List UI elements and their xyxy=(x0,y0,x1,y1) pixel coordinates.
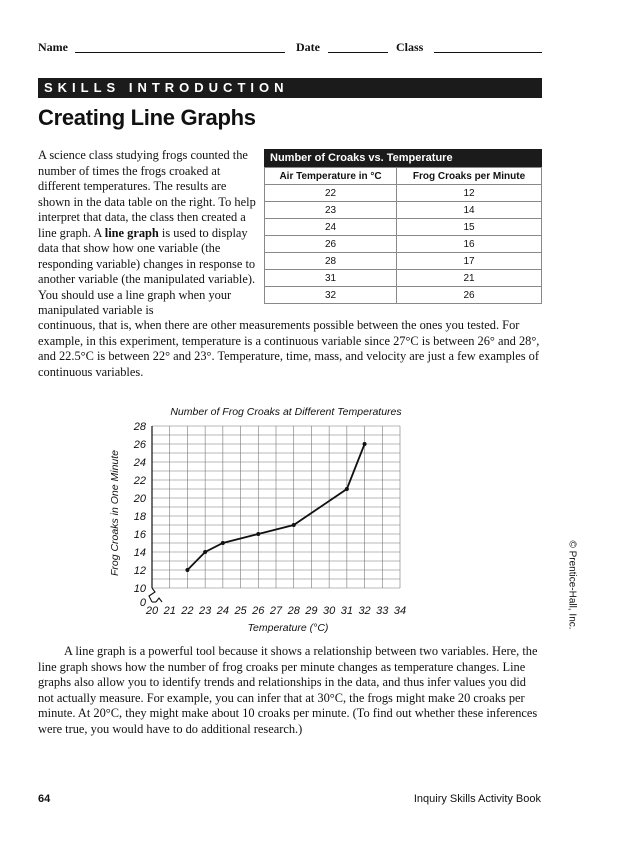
y-tick-label: 24 xyxy=(133,457,146,469)
x-tick-label: 22 xyxy=(181,605,194,617)
table-cell: 32 xyxy=(265,287,397,304)
data-point xyxy=(221,541,225,545)
data-table xyxy=(264,149,542,304)
intro-paragraph xyxy=(38,148,256,319)
y-axis-label: Frog Croaks in One Minute xyxy=(109,449,121,577)
y-tick-label: 14 xyxy=(133,547,146,559)
x-axis-label: Temperature (°C) xyxy=(247,622,329,634)
date-label: Date xyxy=(296,40,320,54)
name-line[interactable] xyxy=(75,52,285,53)
table-cell: 14 xyxy=(397,202,542,219)
data-point xyxy=(185,568,189,572)
x-tick-label: 26 xyxy=(252,605,265,617)
table-row xyxy=(265,185,542,202)
line-chart xyxy=(100,400,440,640)
table-cell: 23 xyxy=(265,202,397,219)
y-tick-label: 0 xyxy=(139,597,146,609)
table-row xyxy=(265,202,542,219)
y-tick-label: 26 xyxy=(133,439,146,451)
x-tick-label: 20 xyxy=(145,605,159,617)
x-axis-break xyxy=(156,598,162,602)
table-cell: 26 xyxy=(265,236,397,253)
y-tick-label: 18 xyxy=(133,511,146,523)
date-line[interactable] xyxy=(328,52,388,53)
x-tick-label: 30 xyxy=(323,605,336,617)
data-point xyxy=(203,550,207,554)
page-number: 64 xyxy=(38,793,51,805)
y-tick-label: 28 xyxy=(133,421,146,433)
table-cell: 15 xyxy=(397,219,542,236)
x-tick-label: 32 xyxy=(358,605,371,617)
table-cell: 28 xyxy=(265,253,397,270)
table-cell: 22 xyxy=(265,185,397,202)
intro-text-1: A science class studying frogs counted the number of times the frogs croaked at different temperatures. The results are shown in the data table on the right. To help interpret that data, the class then created a line graph. A xyxy=(38,148,256,240)
x-tick-label: 28 xyxy=(287,605,300,617)
name-label: Name xyxy=(38,40,68,54)
intro-paragraph-continued: continuous, that is, when there are other measurements possible between the ones you tested. For example, in this experiment, temperature is a continuous variable since 27°C is between 26° and 28°, and 22.5°C is between 22° and 23°. Temperature, time, mass, and velocity are just a few examples of continuous variables. xyxy=(38,318,540,379)
table-row xyxy=(265,219,542,236)
chart-title: Number of Frog Croaks at Different Temperatures xyxy=(170,406,402,418)
table-cell: 17 xyxy=(397,253,542,270)
table-row xyxy=(265,287,542,304)
chart-svg xyxy=(100,400,440,640)
x-tick-label: 25 xyxy=(234,605,247,617)
intro-bold-term: line graph xyxy=(104,225,159,240)
page-title: Creating Line Graphs xyxy=(38,105,256,130)
table-row xyxy=(265,253,542,270)
table-header-temperature: Air Temperature in °C xyxy=(265,168,397,185)
x-tick-label: 33 xyxy=(376,605,389,617)
x-tick-label: 29 xyxy=(305,605,318,617)
table-cell: 31 xyxy=(265,270,397,287)
data-point xyxy=(345,487,349,491)
y-tick-label: 16 xyxy=(133,529,146,541)
class-line[interactable] xyxy=(434,52,542,53)
x-tick-label: 21 xyxy=(163,605,176,617)
data-point xyxy=(363,442,367,446)
section-banner: SKILLS INTRODUCTION xyxy=(38,78,542,98)
y-tick-label: 22 xyxy=(133,475,146,487)
x-tick-label: 31 xyxy=(340,605,353,617)
table-caption: Number of Croaks vs. Temperature xyxy=(264,149,542,167)
y-tick-label: 20 xyxy=(133,493,146,505)
x-tick-label: 27 xyxy=(269,605,283,617)
table-cell: 12 xyxy=(397,185,542,202)
class-label: Class xyxy=(396,40,424,54)
table-header-croaks: Frog Croaks per Minute xyxy=(397,168,542,185)
data-point xyxy=(256,532,260,536)
table-cell: 24 xyxy=(265,219,397,236)
data-point xyxy=(292,523,296,527)
table-cell: 16 xyxy=(397,236,542,253)
x-tick-label: 23 xyxy=(199,605,212,617)
copyright-credit: © Prentice-Hall, Inc. xyxy=(566,540,578,630)
x-tick-label: 24 xyxy=(216,605,229,617)
y-axis-break xyxy=(149,588,155,602)
table-cell: 21 xyxy=(397,270,542,287)
closing-paragraph xyxy=(38,644,544,737)
intro-text-2: is used to display data that show how one variable (the responding variable) changes in response to another variable (the manipulated variable). You should use a line graph when your manipulated variable is xyxy=(38,225,256,317)
table-row xyxy=(265,270,542,287)
x-tick-label: 34 xyxy=(393,605,407,617)
y-tick-label: 12 xyxy=(133,565,146,577)
closing-text: A line graph is a powerful tool because it shows a relationship between two variables. Here, the line graph shows how the number of frog croaks per minute changes as temperature changes. Line graphs also allow you to identify trends and relationships in the data, and thus infer values you did not actually measure. For example, you can infer that at 30°C, the frogs might make 20 croaks per minute. At 20°C, they might make about 10 croaks per minute. (To find out whether these inferences were true, you would have to do additional research.) xyxy=(38,644,538,736)
student-info-header xyxy=(38,40,542,56)
y-tick-label: 10 xyxy=(133,583,146,595)
table-cell: 26 xyxy=(397,287,542,304)
book-title: Inquiry Skills Activity Book xyxy=(413,793,541,805)
table-row xyxy=(265,236,542,253)
